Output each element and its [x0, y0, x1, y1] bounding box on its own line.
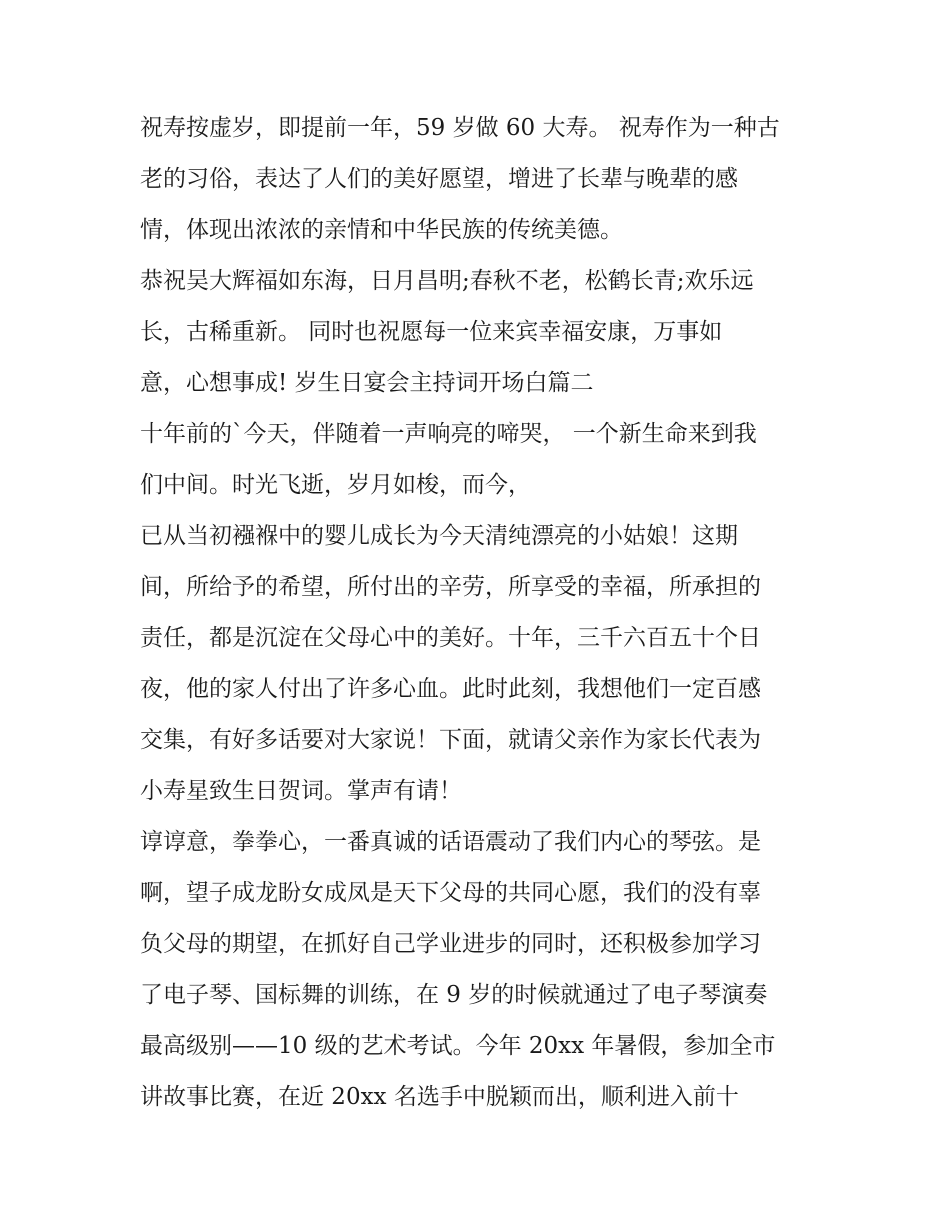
text-line: 夜，他的家人付出了许多心血。此时此刻，我想他们一定百感 — [140, 676, 761, 702]
text-line: 啊，望子成龙盼女成凤是天下父母的共同心愿，我们的没有辜 — [140, 880, 761, 906]
text-line: 恭祝吴大辉福如东海，日月昌明;春秋不老，松鹤长青;欢乐远 — [140, 268, 754, 294]
text-line: 责任，都是沉淀在父母心中的美好。十年，三千六百五十个日 — [140, 625, 761, 651]
text-line: 最高级别——10 级的艺术考试。今年 20xx 年暑假，参加全市 — [140, 1033, 776, 1059]
text-line: 长，古稀重新。 同时也祝愿每一位来宾幸福安康，万事如 — [140, 319, 723, 345]
text-line: 已从当初襁褓中的婴儿成长为今天清纯漂亮的小姑娘！这期 — [140, 523, 738, 549]
text-line: 老的习俗，表达了人们的美好愿望，增进了长辈与晚辈的感 — [140, 166, 738, 192]
text-line: 交集，有好多话要对大家说！下面，就请父亲作为家长代表为 — [140, 727, 761, 753]
text-line: 祝寿按虚岁，即提前一年，59 岁做 60 大寿。 祝寿作为一种古 — [140, 115, 780, 141]
text-line: 十年前的`今天，伴随着一声响亮的啼哭， 一个新生命来到我 — [140, 421, 757, 447]
text-line: 小寿星致生日贺词。掌声有请！ — [140, 778, 462, 804]
text-line: 谆谆意，拳拳心，一番真诚的话语震动了我们内心的琴弦。是 — [140, 829, 761, 855]
text-line: 负父母的期望，在抓好自己学业进步的同时，还积极参加学习 — [140, 931, 761, 957]
text-line: 讲故事比赛，在近 20xx 名选手中脱颖而出，顺利进入前十 — [140, 1084, 739, 1110]
text-line: 情，体现出浓浓的亲情和中华民族的传统美德。 — [140, 217, 623, 243]
text-line: 意，心想事成! 岁生日宴会主持词开场白篇二 — [140, 370, 594, 396]
text-line: 间，所给予的希望，所付出的辛劳，所享受的幸福，所承担的 — [140, 574, 761, 600]
text-line: 们中间。时光飞逝，岁月如梭，而今， — [140, 472, 531, 498]
document-body — [140, 103, 820, 1123]
text-line: 了电子琴、国标舞的训练，在 9 岁的时候就通过了电子琴演奏 — [140, 982, 768, 1008]
